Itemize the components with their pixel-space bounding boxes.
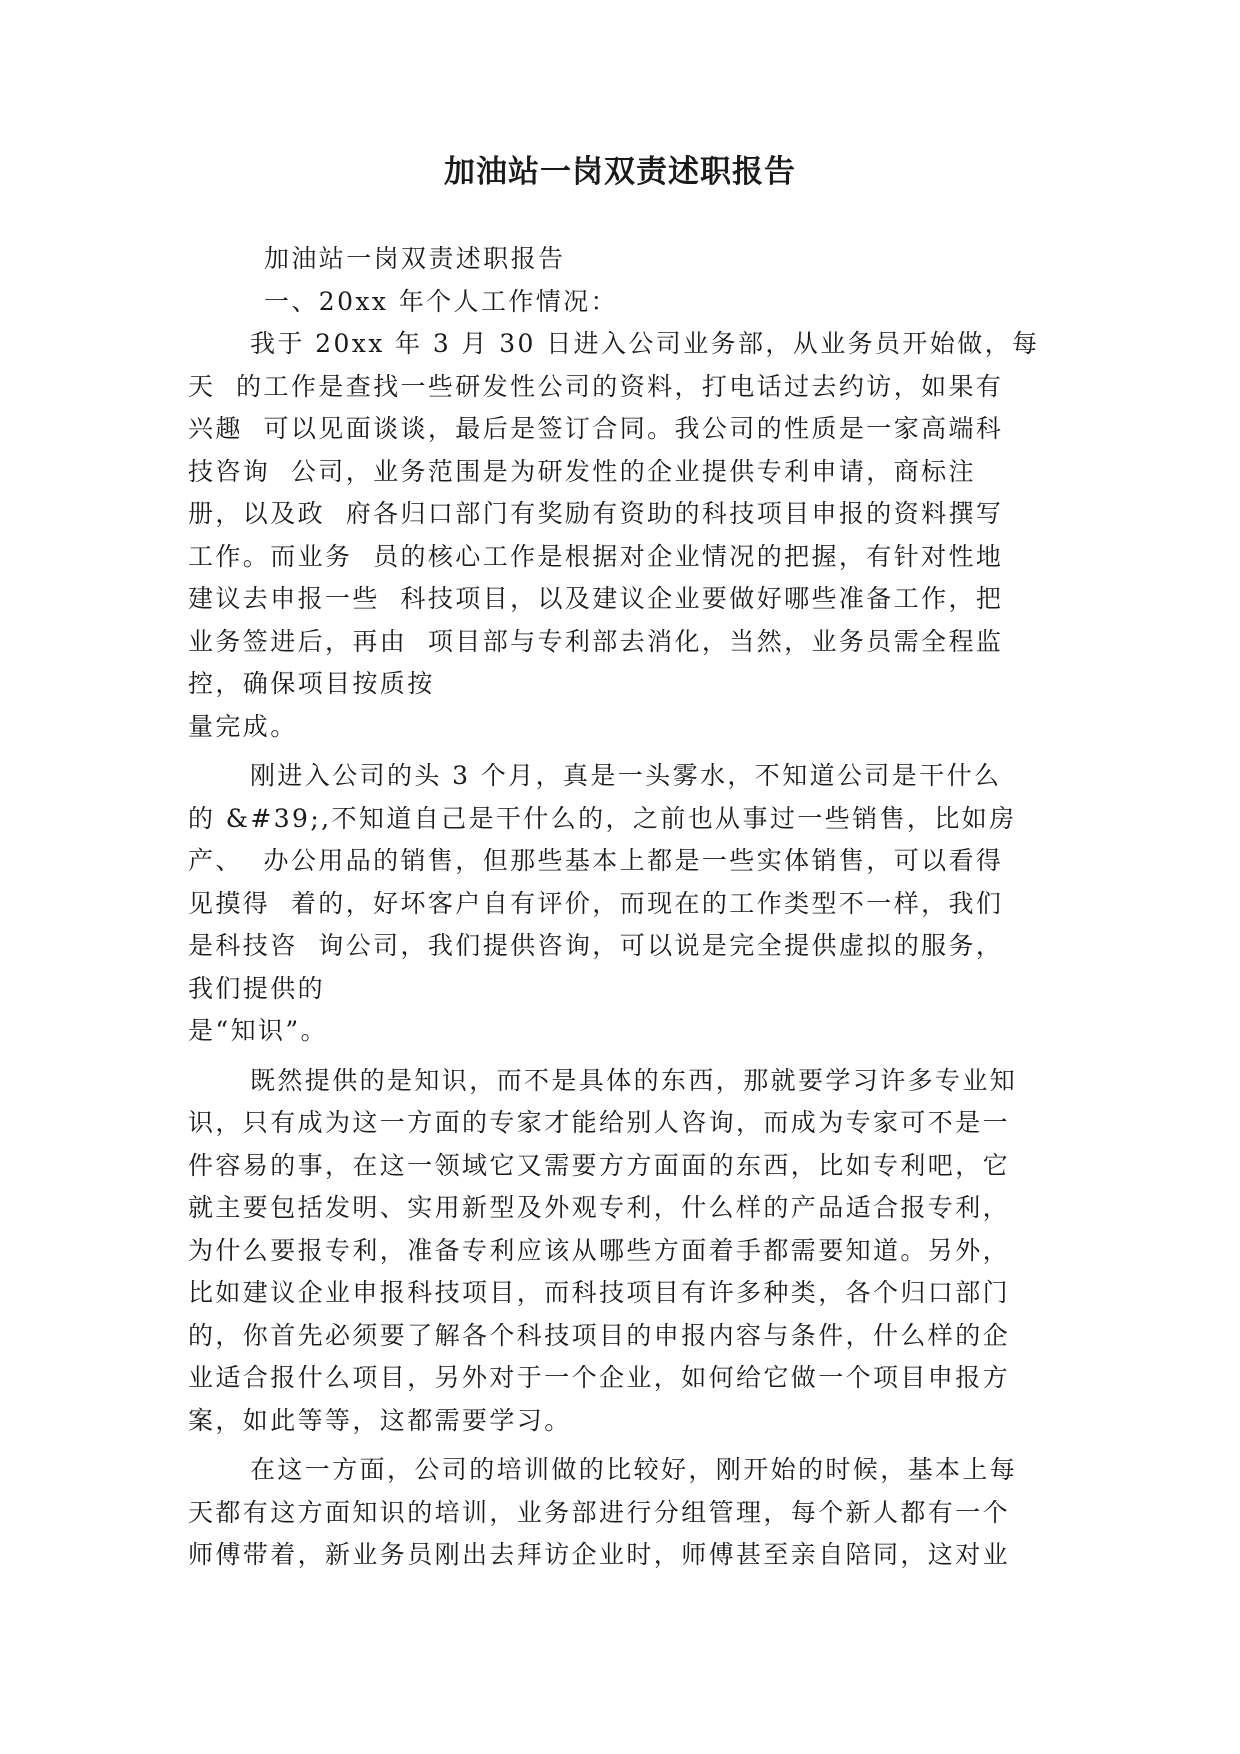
paragraph-gap [188, 1442, 1053, 1449]
paragraph-1 [188, 323, 1053, 748]
paragraph-line: 为什么要报专利，准备专利应该从哪些方面着手都需要知道。另外， [188, 1235, 1011, 1265]
paragraph-line: 是科技咨 询公司，我们提供咨询，可以说是完全提供虚拟的服务， [188, 931, 1004, 960]
paragraph-line: 识，只有成为这一方面的专家才能给别人咨询，而成为专家可不是一 [188, 1108, 1011, 1137]
paragraph-line: 业务签进后，再由 项目部与专利部去消化，当然，业务员需全程监 [188, 626, 1004, 656]
paragraph-line: 刚进入公司的头 3 个月，真是一头雾水，不知道公司是干什么 [250, 761, 1002, 790]
paragraph-line: 师傅带着，新业务员刚出去拜访企业时，师傅甚至亲自陪同，这对业 [188, 1540, 1011, 1569]
paragraph-line: 控，确保项目按质按 [188, 669, 435, 698]
paragraph-line: 我于 20xx 年 3 月 30 日进入公司业务部，从业务员开始做，每 [250, 329, 1040, 358]
paragraph-line: 我们提供的 [188, 973, 326, 1003]
paragraph-line: 既然提供的是知识，而不是具体的东西，那就要学习许多专业知 [250, 1065, 1018, 1095]
section-heading: 一、20xx 年个人工作情况： [264, 286, 618, 316]
paragraph-line: 的 &#39;,不知道自己是干什么的，之前也从事过一些销售，比如房 [188, 803, 1017, 833]
document-body [188, 238, 1053, 1577]
paragraph-line: 件容易的事，在这一领域它又需要方方面面的东西，比如专利吧，它 [188, 1150, 1011, 1180]
paragraph-line: 在这一方面，公司的培训做的比较好，刚开始的时候，基本上每 [250, 1455, 1018, 1484]
paragraph-2 [188, 755, 1053, 1053]
paragraph-line: 的，你首先必须要了解各个科技项目的申报内容与条件，什么样的企 [188, 1320, 1011, 1350]
paragraph-gap [188, 748, 1053, 755]
document-title: 加油站一岗双责述职报告 [444, 154, 796, 190]
paragraph-line: 比如建议企业申报科技项目，而科技项目有许多种类，各个归口部门 [188, 1278, 1011, 1307]
paragraph-line: 天都有这方面知识的培训，业务部进行分组管理，每个新人都有一个 [188, 1497, 1011, 1527]
paragraph-4 [188, 1449, 1053, 1577]
paragraph-line: 是“知识”。 [188, 1016, 328, 1045]
paragraph-line: 技咨询 公司，业务范围是为研发性的企业提供专利申请，商标注 [188, 456, 976, 486]
paragraph-3 [188, 1060, 1053, 1443]
paragraph-line: 工作。而业务 员的核心工作是根据对企业情况的把握，有针对性地 [188, 541, 1004, 571]
paragraph-line: 产、 办公用品的销售，但那些基本上都是一些实体销售，可以看得 [188, 846, 1004, 875]
paragraph-line: 就主要包括发明、实用新型及外观专利，什么样的产品适合报专利， [188, 1193, 1011, 1222]
paragraph-line: 案，如此等等，这都需要学习。 [188, 1405, 572, 1435]
paragraph-line: 建议去申报一些 科技项目，以及建议企业要做好哪些准备工作，把 [188, 584, 1004, 613]
paragraph-line: 天 的工作是查找一些研发性公司的资料，打电话过去约访，如果有 [188, 371, 1004, 401]
paragraph-gap [188, 1053, 1053, 1060]
subtitle-line: 加油站一岗双责述职报告 [264, 244, 566, 273]
paragraph-line: 业适合报什么项目，另外对于一个企业，如何给它做一个项目申报方 [188, 1363, 1011, 1392]
paragraph-line: 见摸得 着的，好坏客户自有评价，而现在的工作类型不一样，我们 [188, 888, 1004, 918]
paragraph-line: 量完成。 [188, 711, 298, 741]
paragraph-line: 兴趣 可以见面谈谈，最后是签订合同。我公司的性质是一家高端科 [188, 414, 1004, 443]
paragraph-line: 册，以及政 府各归口部门有奖励有资助的科技项目申报的资料撰写 [188, 499, 1004, 528]
